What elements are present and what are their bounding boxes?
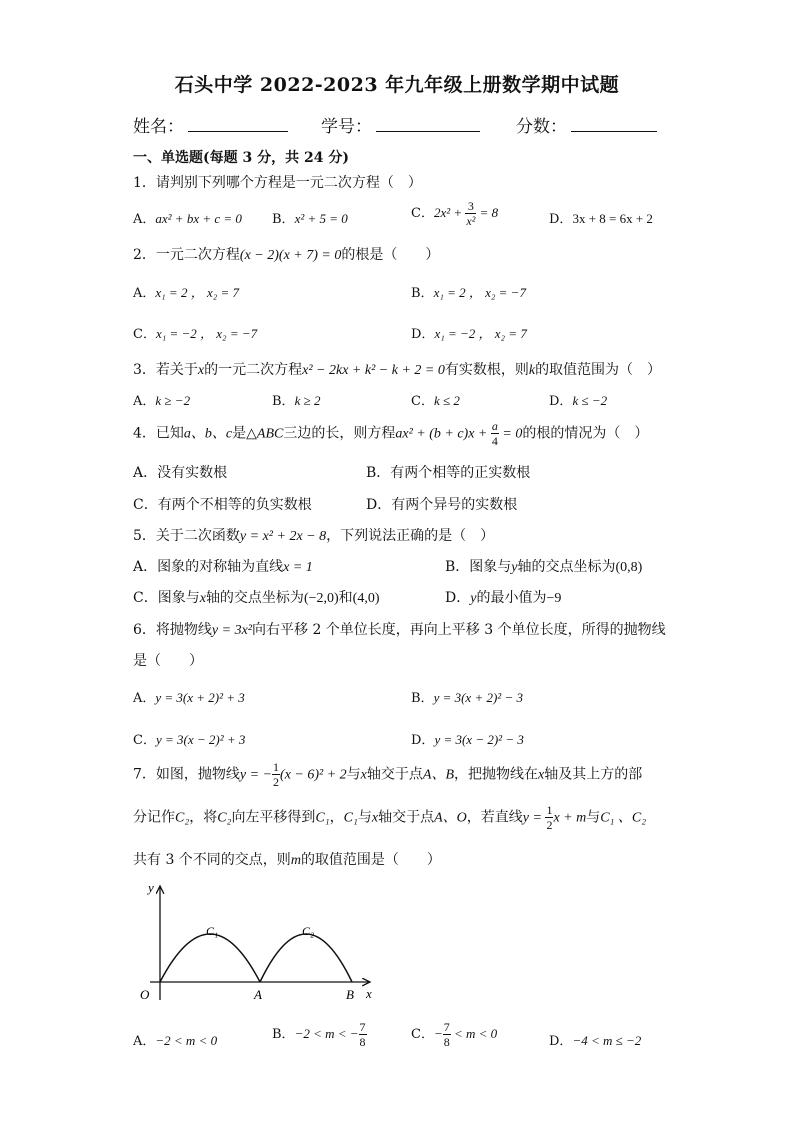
option-math: k ≤ −2 — [572, 393, 608, 408]
stem-text: 轴交于点 — [366, 766, 423, 783]
option-label: B． — [411, 286, 434, 301]
fraction — [359, 1021, 367, 1048]
question-4-stem — [133, 420, 648, 447]
fraction — [491, 420, 499, 447]
option-math: x₁ = 2 ， x₂ = 7 — [155, 285, 240, 300]
option-text: 的最小值为 — [476, 590, 547, 606]
stem-math: (x − 6)² + 2 — [280, 767, 347, 783]
option-math: 2x² + — [433, 205, 466, 220]
question-3-option-a[interactable] — [133, 390, 190, 409]
section-title: 一、单选题(每题 3 分，共 24 分) — [133, 150, 349, 166]
stem-text: 6．将抛物线 — [133, 622, 212, 638]
stem-math: ax² + (b + c)x + — [395, 426, 491, 442]
stem-text: 4．已知 — [133, 425, 184, 442]
question-7-stem-line2 — [133, 804, 646, 831]
option-math: 3x + 8 = 6x + 2 — [572, 211, 653, 226]
stem-math: x + m — [553, 810, 587, 826]
option-label: A． — [133, 1034, 156, 1049]
option-label: D． — [411, 327, 435, 342]
curve-c1 — [160, 934, 260, 982]
question-4-option-a[interactable]: A．没有实数根 — [133, 465, 228, 481]
stem-text: ，若直线 — [466, 809, 523, 826]
question-2-option-d[interactable] — [411, 323, 527, 342]
option-math: k ≥ −2 — [155, 393, 191, 408]
stem-math: y = x² + 2x − 8 — [239, 529, 327, 544]
question-5-stem — [133, 525, 494, 545]
stem-text: 分记作 — [133, 809, 175, 826]
option-math: −2 < m < 0 — [155, 1033, 218, 1048]
option-math: = 8 — [476, 205, 499, 220]
option-math: y = 3(x + 2)² + 3 — [155, 690, 245, 705]
option-math: < m < 0 — [450, 1026, 498, 1041]
fraction — [272, 761, 280, 788]
option-math: y — [470, 591, 477, 606]
question-7-option-d[interactable] — [549, 1030, 641, 1049]
question-1-option-d[interactable] — [549, 208, 653, 227]
stem-text: 向左平移得到 — [231, 809, 316, 826]
curve-c2 — [260, 934, 352, 982]
origin-label: O — [140, 987, 150, 1002]
question-6-option-a[interactable] — [133, 687, 245, 706]
stem-math: C₂ — [217, 810, 232, 826]
question-6-stem-line2: 是（ ） — [133, 653, 203, 669]
option-math: x — [199, 591, 206, 606]
question-5-option-a[interactable] — [133, 556, 313, 576]
option-label: D． — [549, 212, 573, 227]
parabola-figure — [130, 878, 390, 1008]
stem-math: k — [528, 363, 536, 378]
option-text: 轴的交点坐标为 — [517, 559, 616, 575]
option-math: (4,0) — [352, 591, 380, 606]
question-6-option-d[interactable] — [411, 729, 524, 748]
option-label: D． — [411, 733, 435, 748]
fraction-numerator: 7 — [443, 1020, 450, 1034]
option-math: − — [433, 1026, 443, 1041]
option-math: y — [511, 560, 518, 575]
stem-math: x — [538, 767, 545, 783]
stem-text: 的取值范围为（ ） — [535, 362, 662, 378]
stem-text: 有实数根，则 — [444, 362, 529, 378]
option-math: y = 3(x − 2)² − 3 — [434, 732, 524, 747]
question-6-option-c[interactable] — [133, 729, 245, 748]
question-2-option-a[interactable] — [133, 282, 239, 301]
question-1-option-b[interactable] — [272, 208, 348, 227]
option-math: ax² + bx + c = 0 — [155, 211, 242, 226]
question-6-stem — [133, 619, 666, 639]
option-text: D． — [445, 590, 471, 606]
name-field[interactable] — [133, 112, 288, 137]
stem-text: 与 — [357, 809, 372, 826]
stem-text: 3．若关于 — [133, 362, 198, 378]
fraction-numerator: 3 — [467, 199, 474, 213]
fraction-denominator: 8 — [359, 1035, 366, 1049]
point-b-label: B — [346, 987, 354, 1002]
stem-math: C₁ — [315, 810, 330, 826]
option-label: C． — [133, 327, 156, 342]
fraction — [465, 200, 476, 227]
option-label: C． — [411, 1027, 434, 1042]
option-math: x₁ = −2 ， x₂ = −7 — [155, 326, 258, 341]
stem-text: 轴交于点 — [378, 809, 435, 826]
option-label: B． — [411, 691, 434, 706]
stem-text: 的一元二次方程 — [204, 362, 303, 378]
option-label: A． — [133, 212, 156, 227]
c2-label: C₂ — [302, 924, 315, 938]
stem-text: ，将 — [189, 809, 218, 826]
stem-math: m — [290, 853, 301, 868]
option-label: C． — [411, 206, 434, 221]
option-math: −9 — [546, 591, 562, 606]
stem-math: C₁ 、C₂ — [600, 810, 647, 826]
fraction-denominator: 8 — [443, 1035, 450, 1049]
fraction-denominator: 4 — [491, 434, 498, 448]
stem-text: 2．一元二次方程 — [133, 247, 240, 263]
question-3-option-c[interactable] — [411, 390, 460, 409]
question-7-option-c[interactable] — [411, 1021, 497, 1048]
score-blank[interactable] — [571, 130, 657, 132]
question-7-stem-line1 — [133, 761, 642, 788]
option-math: (0,8) — [615, 560, 643, 575]
stem-math: A、B — [422, 767, 454, 783]
stem-text: 7．如图，抛物线 — [133, 766, 240, 783]
question-5-option-b[interactable] — [445, 556, 642, 576]
option-label: B． — [272, 394, 295, 409]
y-axis-label: y — [148, 880, 154, 895]
student-id-field[interactable] — [321, 112, 480, 137]
fraction-numerator: 7 — [359, 1020, 366, 1034]
stem-math: C₂ — [175, 810, 190, 826]
option-math: y = 3(x − 2)² + 3 — [155, 732, 246, 747]
option-math: x₁ = 2 ， x₂ = −7 — [433, 285, 526, 300]
question-7-stem-line3 — [133, 849, 441, 869]
fraction — [443, 1021, 451, 1048]
stem-text: 与 — [346, 766, 361, 783]
stem-math: A、O — [434, 810, 467, 826]
x-axis-label: x — [366, 986, 372, 1001]
stem-math: (x − 2)(x + 7) = 0 — [239, 248, 342, 263]
option-math: y = 3(x + 2)² − 3 — [433, 690, 523, 705]
question-1-stem: 1．请判别下列哪个方程是一元二次方程（ ） — [133, 175, 422, 191]
stem-text: 轴及其上方的部 — [544, 766, 643, 783]
option-math: x² + 5 = 0 — [294, 211, 348, 226]
question-3-option-d[interactable] — [549, 390, 607, 409]
stem-math: x — [371, 810, 379, 826]
question-7-option-b[interactable] — [272, 1021, 367, 1048]
question-3-option-b[interactable] — [272, 390, 320, 409]
stem-math: a、b、c — [183, 426, 233, 442]
name-blank[interactable] — [188, 130, 288, 132]
question-7-option-a[interactable] — [133, 1030, 217, 1049]
option-label: A． — [133, 286, 156, 301]
question-1-option-c[interactable] — [411, 200, 498, 227]
option-text: 轴的交点坐标为 — [205, 590, 304, 606]
option-math: x₁ = −2 ， x₂ = 7 — [434, 326, 527, 341]
stem-text: 向右平移 2 个单位长度，再向上平移 3 个单位长度，所得的抛物线 — [252, 622, 666, 638]
question-6-option-b[interactable] — [411, 687, 523, 706]
option-label: B． — [272, 1027, 295, 1042]
stem-math: = 0 — [498, 426, 523, 442]
page-title: 石头中学 2022-2023 年九年级上册数学期中试题 — [174, 74, 620, 96]
stem-text: 的取值范围是（ ） — [300, 852, 441, 868]
option-label: B． — [272, 212, 295, 227]
question-4-option-b[interactable]: B．有两个相等的正实数根 — [366, 465, 531, 481]
fraction-numerator: 1 — [273, 760, 280, 774]
stem-math: x² − 2kx + k² − k + 2 = 0 — [302, 363, 445, 378]
question-1-option-a[interactable] — [133, 208, 242, 227]
option-text: C．图象与 — [133, 590, 200, 606]
option-math: −2 < m < − — [294, 1026, 359, 1041]
stem-text: 5．关于二次函数 — [133, 528, 240, 544]
fraction-denominator: x² — [466, 214, 476, 228]
option-label: D． — [549, 1034, 573, 1049]
option-math: (−2,0) — [303, 591, 339, 606]
option-math: −4 < m ≤ −2 — [572, 1033, 642, 1048]
student-id-blank[interactable] — [376, 130, 480, 132]
stem-math: y = − — [239, 767, 273, 783]
question-5-option-c[interactable] — [133, 587, 380, 607]
option-text: B．图象与 — [445, 559, 512, 575]
question-5-option-d[interactable] — [445, 587, 561, 607]
score-label: 分数： — [516, 117, 567, 137]
stem-text: 与 — [586, 809, 601, 826]
fraction-numerator: a — [491, 419, 498, 433]
point-a-label: A — [254, 987, 262, 1002]
option-label: A． — [133, 394, 156, 409]
score-field[interactable] — [516, 112, 657, 137]
stem-math: y = — [522, 810, 546, 826]
option-label: A． — [133, 691, 156, 706]
fraction-denominator: 2 — [546, 818, 553, 832]
fraction-numerator: 1 — [546, 803, 553, 817]
question-2-option-c[interactable] — [133, 323, 257, 342]
option-label: C． — [133, 733, 156, 748]
question-3-stem — [133, 359, 661, 379]
option-label: C． — [411, 394, 434, 409]
stem-text: 三边的长，则方程 — [283, 425, 396, 442]
student-id-label: 学号： — [321, 117, 372, 137]
stem-text: ， — [329, 809, 344, 826]
stem-text: ，把抛物线在 — [454, 766, 538, 783]
stem-math: x — [360, 767, 367, 783]
question-4-option-d[interactable]: D．有两个异号的实数根 — [366, 497, 518, 513]
option-text: A．图象的对称轴为直线 — [133, 559, 284, 575]
option-math: x = 1 — [283, 560, 313, 575]
question-4-option-c[interactable]: C．有两个不相等的负实数根 — [133, 497, 312, 513]
option-math: k ≥ 2 — [294, 393, 321, 408]
option-text: 和 — [338, 590, 353, 606]
fraction-denominator: 2 — [273, 775, 280, 789]
option-math: k ≤ 2 — [433, 393, 460, 408]
stem-math: △ABC — [246, 426, 284, 442]
c1-label: C₁ — [206, 924, 219, 938]
option-label: D． — [549, 394, 573, 409]
stem-text: ，下列说法正确的是（ ） — [326, 528, 495, 544]
question-2-stem — [133, 244, 439, 264]
stem-math: C₁ — [343, 810, 358, 826]
stem-text: 的根的情况为（ ） — [522, 425, 649, 442]
stem-text: 是 — [232, 425, 247, 442]
question-2-option-b[interactable] — [411, 282, 526, 301]
name-label: 姓名： — [133, 117, 184, 137]
stem-text: 的根是（ ） — [341, 247, 440, 263]
stem-math: y = 3x² — [211, 623, 252, 638]
stem-math: x — [197, 363, 205, 378]
stem-text: 共有 3 个不同的交点，则 — [133, 852, 291, 868]
